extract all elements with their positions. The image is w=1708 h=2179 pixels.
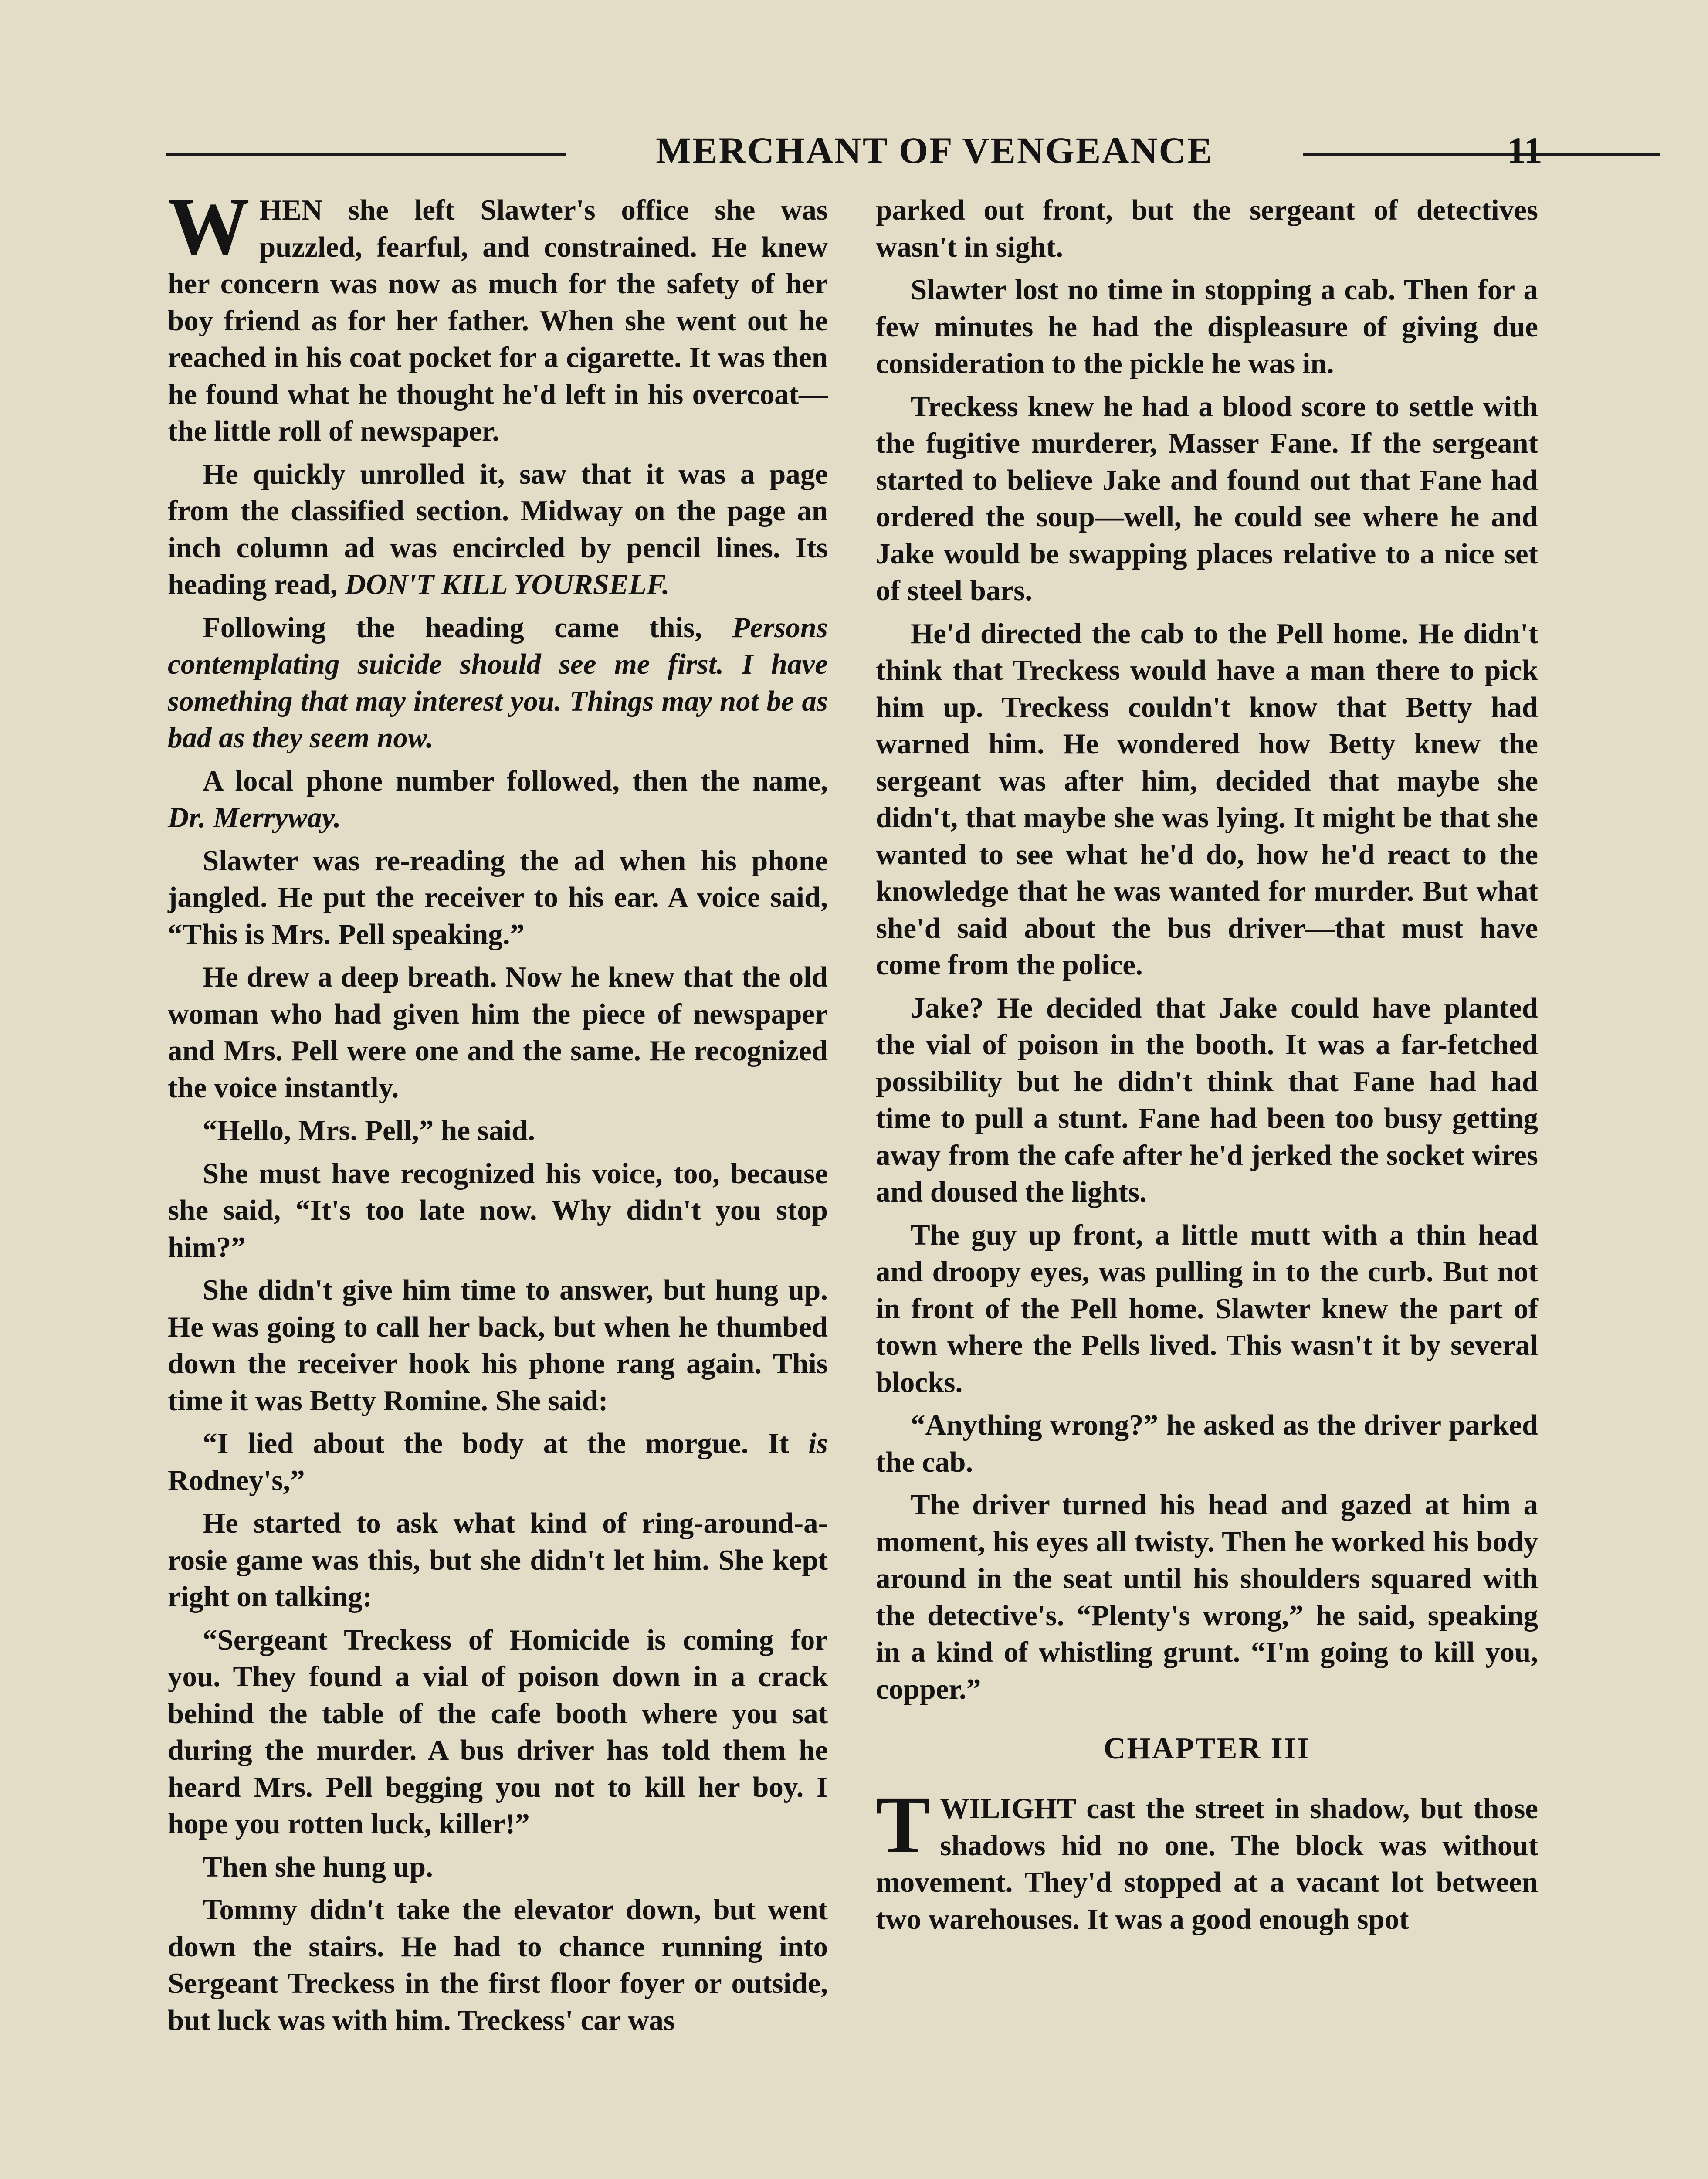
- paragraph: He drew a deep breath. Now he knew that the old woman who had given him the piece of newspaper and Mrs. Pell were one and the same. He recognized the voice instantly.: [168, 961, 828, 1104]
- paragraph: [168, 609, 828, 757]
- paragraph: She must have recognized his voice, too, because she said, “It's too late now. Why didn't you stop him?”: [168, 1157, 828, 1263]
- emphasis: is: [808, 1427, 828, 1459]
- paragraph: Treckess knew he had a blood score to settle with the fugitive murderer, Masser Fane. If the sergeant started to believe Jake and found out that Fane had ordered the soup—well, he could see where he and Jake would be swapping places relative to a nice set of steel bars.: [876, 390, 1538, 607]
- paragraph: Then she hung up.: [203, 1850, 433, 1883]
- paragraph: “Sergeant Treckess of Homicide is coming for you. They found a vial of poison down in a crack behind the table of the cafe booth where you sat during the murder. A bus driver has told them he heard Mrs. Pell begging you not to kill her boy. I hope you rotten luck, killer!”: [168, 1623, 828, 1840]
- paragraph: Slawter lost no time in stopping a cab. Then for a few minutes he had the displeasure of giving due consideration to the pickle he was in.: [876, 274, 1538, 380]
- doctor-name: Dr. Merryway.: [168, 801, 341, 834]
- running-header: [166, 126, 1542, 174]
- header-rule-right: [1303, 153, 1660, 156]
- paragraph: [168, 763, 828, 836]
- paragraph: “Anything wrong?” he asked as the driver parked the cab.: [876, 1409, 1538, 1478]
- chapter-heading: CHAPTER III: [1103, 1732, 1311, 1765]
- ad-heading: DON'T KILL YOURSELF.: [345, 568, 670, 601]
- paragraph: parked out front, but the sergeant of detectives wasn't in sight.: [876, 194, 1538, 263]
- header-rule-left: [166, 153, 566, 156]
- left-column: [168, 180, 828, 2045]
- page-number: 11: [1507, 129, 1542, 171]
- drop-cap-t: T: [876, 1779, 931, 1870]
- paragraph-text: Rodney's,”: [168, 1464, 305, 1497]
- paragraph: [168, 1425, 828, 1499]
- paragraph: He started to ask what kind of ring-around-a-rosie game was this, but she didn't let him. She kept right on talking:: [168, 1507, 828, 1613]
- paragraph: He'd directed the cab to the Pell home. He didn't think that Treckess would have a man there to pick him up. Treckess couldn't know that Betty had warned him. He wondered how Betty knew the sergeant was after him, decided that maybe she didn't, that maybe she was lying. It might be that she wanted to see what he'd do, how he'd react to the knowledge that he was wanted for murder. But what she'd said about the bus driver—that must have come from the police.: [876, 617, 1538, 981]
- ad-text: Persons contemplating suicide should see me first. I have something that may interest you. Things may not be as bad as they seem now.: [168, 611, 828, 754]
- opening-paragraph: [168, 180, 828, 450]
- paragraph-text: A local phone number followed, then the name,: [203, 764, 828, 797]
- paragraph: “Hello, Mrs. Pell,” he said.: [203, 1114, 535, 1147]
- opening-text: HEN she left Slawter's office she was puzzled, fearful, and constrained. He knew her concern was now as much for the safety of her boy friend as for her father. When she went out he reached in his coat pocket for a cigarette. It was then he found what he thought he'd left in his overcoat—the little roll of newspaper.: [168, 194, 828, 447]
- paragraph: Tommy didn't take the elevator down, but went down the stairs. He had to chance running into Sergeant Treckess in the first floor foyer or outside, but luck was with him. Treckess' car was: [168, 1894, 828, 2036]
- paragraph: Slawter was re-reading the ad when his phone jangled. He put the receiver to his ear. A voice said, “This is Mrs. Pell speaking.”: [168, 844, 828, 950]
- drop-cap-w: W: [168, 180, 250, 272]
- paragraph: The driver turned his head and gazed at him a moment, his eyes all twisty. Then he worked his body around in the seat until his shoulders squared with the detective's. “Plenty's wrong,” he said, speaking in a kind of whistling grunt. “I'm going to kill you, copper.”: [876, 1489, 1538, 1705]
- paragraph: Jake? He decided that Jake could have planted the vial of poison in the booth. It was a far-fetched possibility but he didn't think that Fane had had time to pull a stunt. Fane had been too busy getting away from the cafe after he'd jerked the socket wires and doused the lights.: [876, 991, 1538, 1208]
- paragraph: She didn't give him time to answer, but hung up. He was going to call her back, but when he thumbed down the receiver hook his phone rang again. This time it was Betty Romine. She said:: [168, 1274, 828, 1417]
- story-title: MERCHANT OF VENGEANCE: [656, 129, 1213, 171]
- paragraph: [168, 456, 828, 603]
- paragraph-text: Following the heading came this,: [203, 611, 702, 644]
- paragraph: The guy up front, a little mutt with a thin head and droopy eyes, was pulling in to the curb. But not in front of the Pell home. Slawter knew the part of town where the Pells lived. This wasn't it by several blocks.: [876, 1218, 1538, 1398]
- paragraph-text: “I lied about the body at the morgue. It: [203, 1427, 789, 1459]
- paragraph-text: He quickly unrolled it, saw that it was a page from the classified section. Midway on the page an inch column ad was encircled by pencil lines. Its heading read,: [168, 458, 828, 601]
- right-column: [876, 192, 1538, 1944]
- chapter-opening-paragraph: [876, 1779, 1538, 1938]
- chapter-opening-text: WILIGHT cast the street in shadow, but those shadows hid no one. The block was without movement. They'd stopped at a vacant lot between two warehouses. It was a good enough spot: [876, 1792, 1538, 1935]
